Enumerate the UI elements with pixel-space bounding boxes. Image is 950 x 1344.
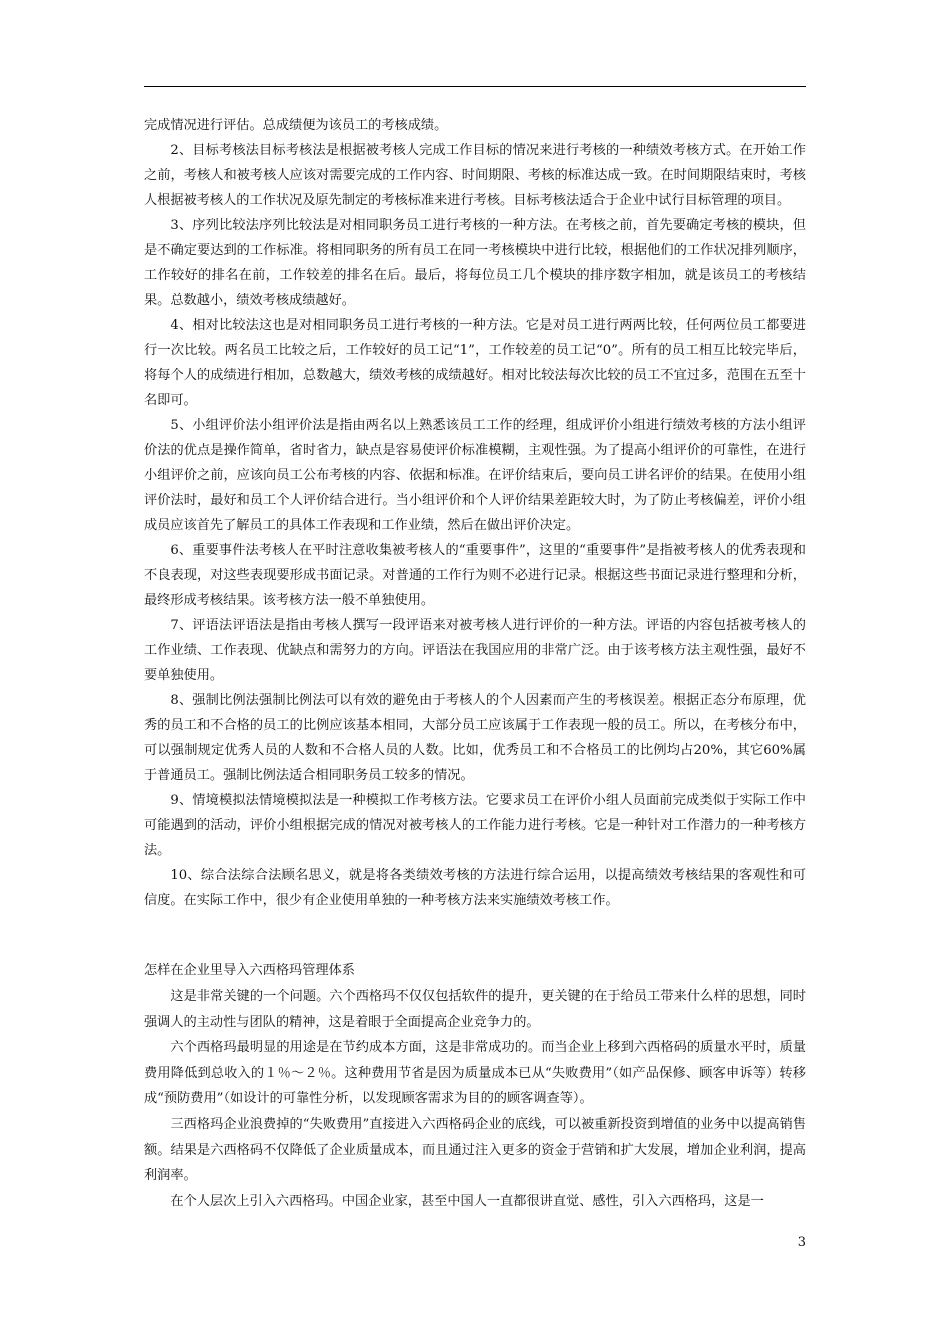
intro-continuation: 完成情况进行评估。总成绩便为该员工的考核成绩。 — [144, 118, 448, 133]
six-sigma-paragraph: 六个西格玛最明显的用途是在节约成本方面，这是非常成功的。而当企业上移到六西格码的质量水平时，质量费用降低到总收入的１％～２％。这种费用节省是因为质量成本已从“失败费用”（如产品保修、顾客申诉等）转移成“预防费用”（如设计的可靠性分析，以发现顾客需求为目的的顾客调查等）。 — [144, 1040, 806, 1107]
method-paragraph: 3、序列比较法序列比较法是对相同职务员工进行考核的一种方法。在考核之前，首先要确定考核的模块，但是不确定要达到的工作标准。将相同职务的所有员工在同一考核模块中进行比较，根据他们的工作状况排列顺序，工作较好的排名在前，工作较差的排名在后。最后，将每位员工几个模块的排序数字相加，就是该员工的考核结果。总数越小，绩效考核成绩越好。 — [144, 218, 806, 308]
method-paragraph: 10、综合法综合法顾名思义，就是将各类绩效考核的方法进行综合运用，以提高绩效考核结果的客观性和可信度。在实际工作中，很少有企业使用单独的一种考核方法来实施绩效考核工作。 — [144, 868, 806, 908]
header-rule — [144, 86, 806, 87]
method-paragraph: 4、相对比较法这也是对相同职务员工进行考核的一种方法。它是对员工进行两两比较，任何两位员工都要进行一次比较。两名员工比较之后，工作较好的员工记“1”，工作较差的员工记“0”。所有的员工相互比较完毕后，将每个人的成绩进行相加，总数越大，绩效考核的成绩越好。相对比较法每次比较的员工不宜过多，范围在五至十名即可。 — [144, 318, 806, 408]
six-sigma-section — [144, 958, 806, 1214]
method-paragraph: 7、评语法评语法是指由考核人撰写一段评语来对被考核人进行评价的一种方法。评语的内容包括被考核人的工作业绩、工作表现、优缺点和需努力的方向。评语法在我国应用的非常广泛。由于该考核方法主观性强，最好不要单独使用。 — [144, 618, 806, 683]
six-sigma-paragraph: 这是非常关键的一个问题。六个西格玛不仅仅包括软件的提升，更关键的在于给员工带来什么样的思想，同时强调人的主动性与团队的精神，这是着眼于全面提高企业竞争力的。 — [144, 989, 806, 1030]
method-paragraph: 9、情境模拟法情境模拟法是一种模拟工作考核方法。它要求员工在评价小组人员面前完成类似于实际工作中可能遇到的活动，评价小组根据完成的情况对被考核人的工作能力进行考核。它是一种针对工作潜力的一种考核方法。 — [144, 793, 806, 858]
method-paragraph: 6、重要事件法考核人在平时注意收集被考核人的“重要事件”，这里的“重要事件”是指被考核人的优秀表现和不良表现，对这些表现要形成书面记录。对普通的工作行为则不必进行记录。根据这些书面记录进行整理和分析，最终形成考核结果。该考核方法一般不单独使用。 — [144, 543, 806, 608]
methods-section — [144, 113, 806, 913]
section-title: 怎样在企业里导入六西格玛管理体系 — [144, 963, 355, 978]
method-paragraph: 8、强制比例法强制比例法可以有效的避免由于考核人的个人因素而产生的考核误差。根据正态分布原理，优秀的员工和不合格的员工的比例应该基本相同，大部分员工应该属于工作表现一般的员工。所以，在考核分布中，可以强制规定优秀人员的人数和不合格人员的人数。比如，优秀员工和不合格员工的比例均占20%，其它60%属于普通员工。强制比例法适合相同职务员工较多的情况。 — [144, 693, 806, 783]
six-sigma-paragraph: 三西格玛企业浪费掉的“失败费用”直接进入六西格码企业的底线，可以被重新投资到增值的业务中以提高销售额。结果是六西格码不仅降低了企业质量成本，而且通过注入更多的资金于营销和扩大发展，增加企业利润，提高利润率。 — [144, 1116, 806, 1184]
method-paragraph: 2、目标考核法目标考核法是根据被考核人完成工作目标的情况来进行考核的一种绩效考核方式。在开始工作之前，考核人和被考核人应该对需要完成的工作内容、时间期限、考核的标准达成一致。在时间期限结束时，考核人根据被考核人的工作状况及原先制定的考核标准来进行考核。目标考核法适合于企业中试行目标管理的项目。 — [144, 143, 806, 208]
six-sigma-paragraph: 在个人层次上引入六西格玛。中国企业家，甚至中国人一直都很讲直觉、感性，引入六西格玛，这是一 — [170, 1193, 764, 1209]
method-paragraph: 5、小组评价法小组评价法是指由两名以上熟悉该员工工作的经理，组成评价小组进行绩效考核的方法小组评价法的优点是操作简单，省时省力，缺点是容易使评价标准模糊，主观性强。为了提高小组评价的可靠性，在进行小组评价之前，应该向员工公布考核的内容、依据和标准。在评价结束后，要向员工讲名评价的结果。在使用小组评价法时，最好和员工个人评价结合进行。当小组评价和个人评价结果差距较大时，为了防止考核偏差，评价小组成员应该首先了解员工的具体工作表现和工作业绩，然后在做出评价决定。 — [144, 418, 806, 533]
page-number: 3 — [797, 1235, 806, 1250]
